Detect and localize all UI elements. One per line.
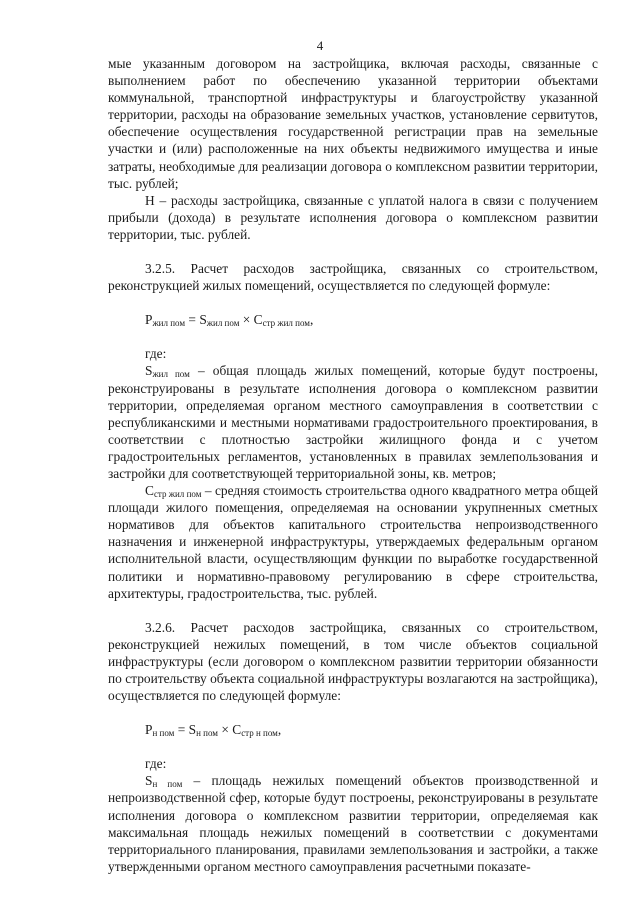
formula-subscript: жил пом <box>206 318 240 329</box>
formula-subscript: н пом <box>196 728 218 739</box>
definition-c-residential <box>108 482 598 602</box>
formula-symbol: P <box>145 312 153 328</box>
formula-punctuation: , <box>277 722 282 738</box>
definition-s-residential <box>108 362 598 482</box>
paragraph-continued: мые указанным договором на застройщика, включая расходы, связанные с выполнением работ по обеспечению указанной территории объектами коммунальной, транспортной инфраструктуры и благоустройству указанной территории, расходы на образование земельных участков, установление сервитутов, обеспечение осуществления государственной регистрации прав на земельные участки и (или) расположенные на них объекты недвижимого имущества и иные затраты, необходимые для реализации договора о комплексном развитии территории, тыс. рублей; <box>108 56 598 191</box>
formula-operator: = <box>185 312 200 328</box>
section-3-2-6: 3.2.6. Расчет расходов застройщика, связанных со строительством, реконструкцией нежилых помещений, в том числе объектов социальной инфраструктуры (если договором о комплексном развитии территории обязанности по строительству объекта социальной инфраструктуры возлагаются на застройщика), осуществляется по следующей формуле: <box>108 619 598 704</box>
formula-subscript: жил пом <box>152 318 186 329</box>
page-number: 4 <box>316 38 324 53</box>
definition-subscript: стр жил пом <box>153 489 202 500</box>
definition-symbol: S <box>145 363 153 379</box>
formula-operator: × <box>218 722 233 738</box>
formula-nonresidential <box>108 721 598 738</box>
formula-residential <box>108 311 598 328</box>
definition-text: – общая площадь жилых помещений, которые будут построены, реконструированы в результате исполнения договора о комплексном развитии территории, определяемая органом местного самоуправления в соответствии с республиканскими и местными нормативами градостроительного проектирования, в соответствии с плотностью застройки жилищного фонда и с учетом градостроительных регламентов, установленных в правилах землепользования и застройки для соответствующей территориальной зоны, кв. метров; <box>108 363 598 481</box>
formula-symbol: P <box>145 722 153 738</box>
paragraph-tax-definition: Н – расходы застройщика, связанные с уплатой налога в связи с получением прибыли (дохода) в результате исполнения договора о комплексном развитии территории, тыс. рублей. <box>108 192 598 242</box>
formula-symbol: C <box>232 722 242 738</box>
where-label: где: <box>145 756 167 772</box>
definition-symbol: S <box>145 773 153 789</box>
formula-subscript: стр н пом <box>241 728 278 739</box>
formula-symbol: S <box>188 722 197 738</box>
formula-punctuation: , <box>310 312 314 328</box>
formula-subscript: стр жил пом <box>262 318 310 329</box>
definition-subscript: н пом <box>152 779 183 790</box>
definition-subscript: жил пом <box>152 369 190 380</box>
formula-operator: = <box>174 722 189 738</box>
formula-operator: × <box>239 312 254 328</box>
document-body <box>108 55 598 875</box>
definition-symbol: C <box>145 483 154 499</box>
section-3-2-5: 3.2.5. Расчет расходов застройщика, связанных со строительством, реконструкцией жилых помещений, осуществляется по следующей формуле: <box>108 261 598 294</box>
formula-symbol: S <box>199 312 207 328</box>
definition-s-nonresidential <box>108 772 598 875</box>
definition-text: – средняя стоимость строительства одного квадратного метра общей площади жилого помещения, определяемая на основании укрупненных сметных нормативов для объектов капитального строительства непроизводственного назначения и инженерной инфраструктуры, утверждаемых федеральным органом исполнительной власти, осуществляющим функции по выработке государственной политики и нормативно-правовому регулированию в сфере строительства, архитектуры, градостроительства, тыс. рублей. <box>108 483 599 601</box>
definition-text: – площадь нежилых помещений объектов производственной и непроизводственной сфер, которые будут построены, реконструированы в результате исполнения договора о комплексном развитии территории, определяемая как максимальная площадь нежилых помещений в соответствии с документами территориального планирования, правилами землепользования и застройки, а также утвержденными органом местного самоуправления расчетными показате- <box>108 773 598 874</box>
formula-symbol: C <box>253 312 263 328</box>
where-label: где: <box>145 346 167 362</box>
formula-subscript: н пом <box>152 728 175 739</box>
